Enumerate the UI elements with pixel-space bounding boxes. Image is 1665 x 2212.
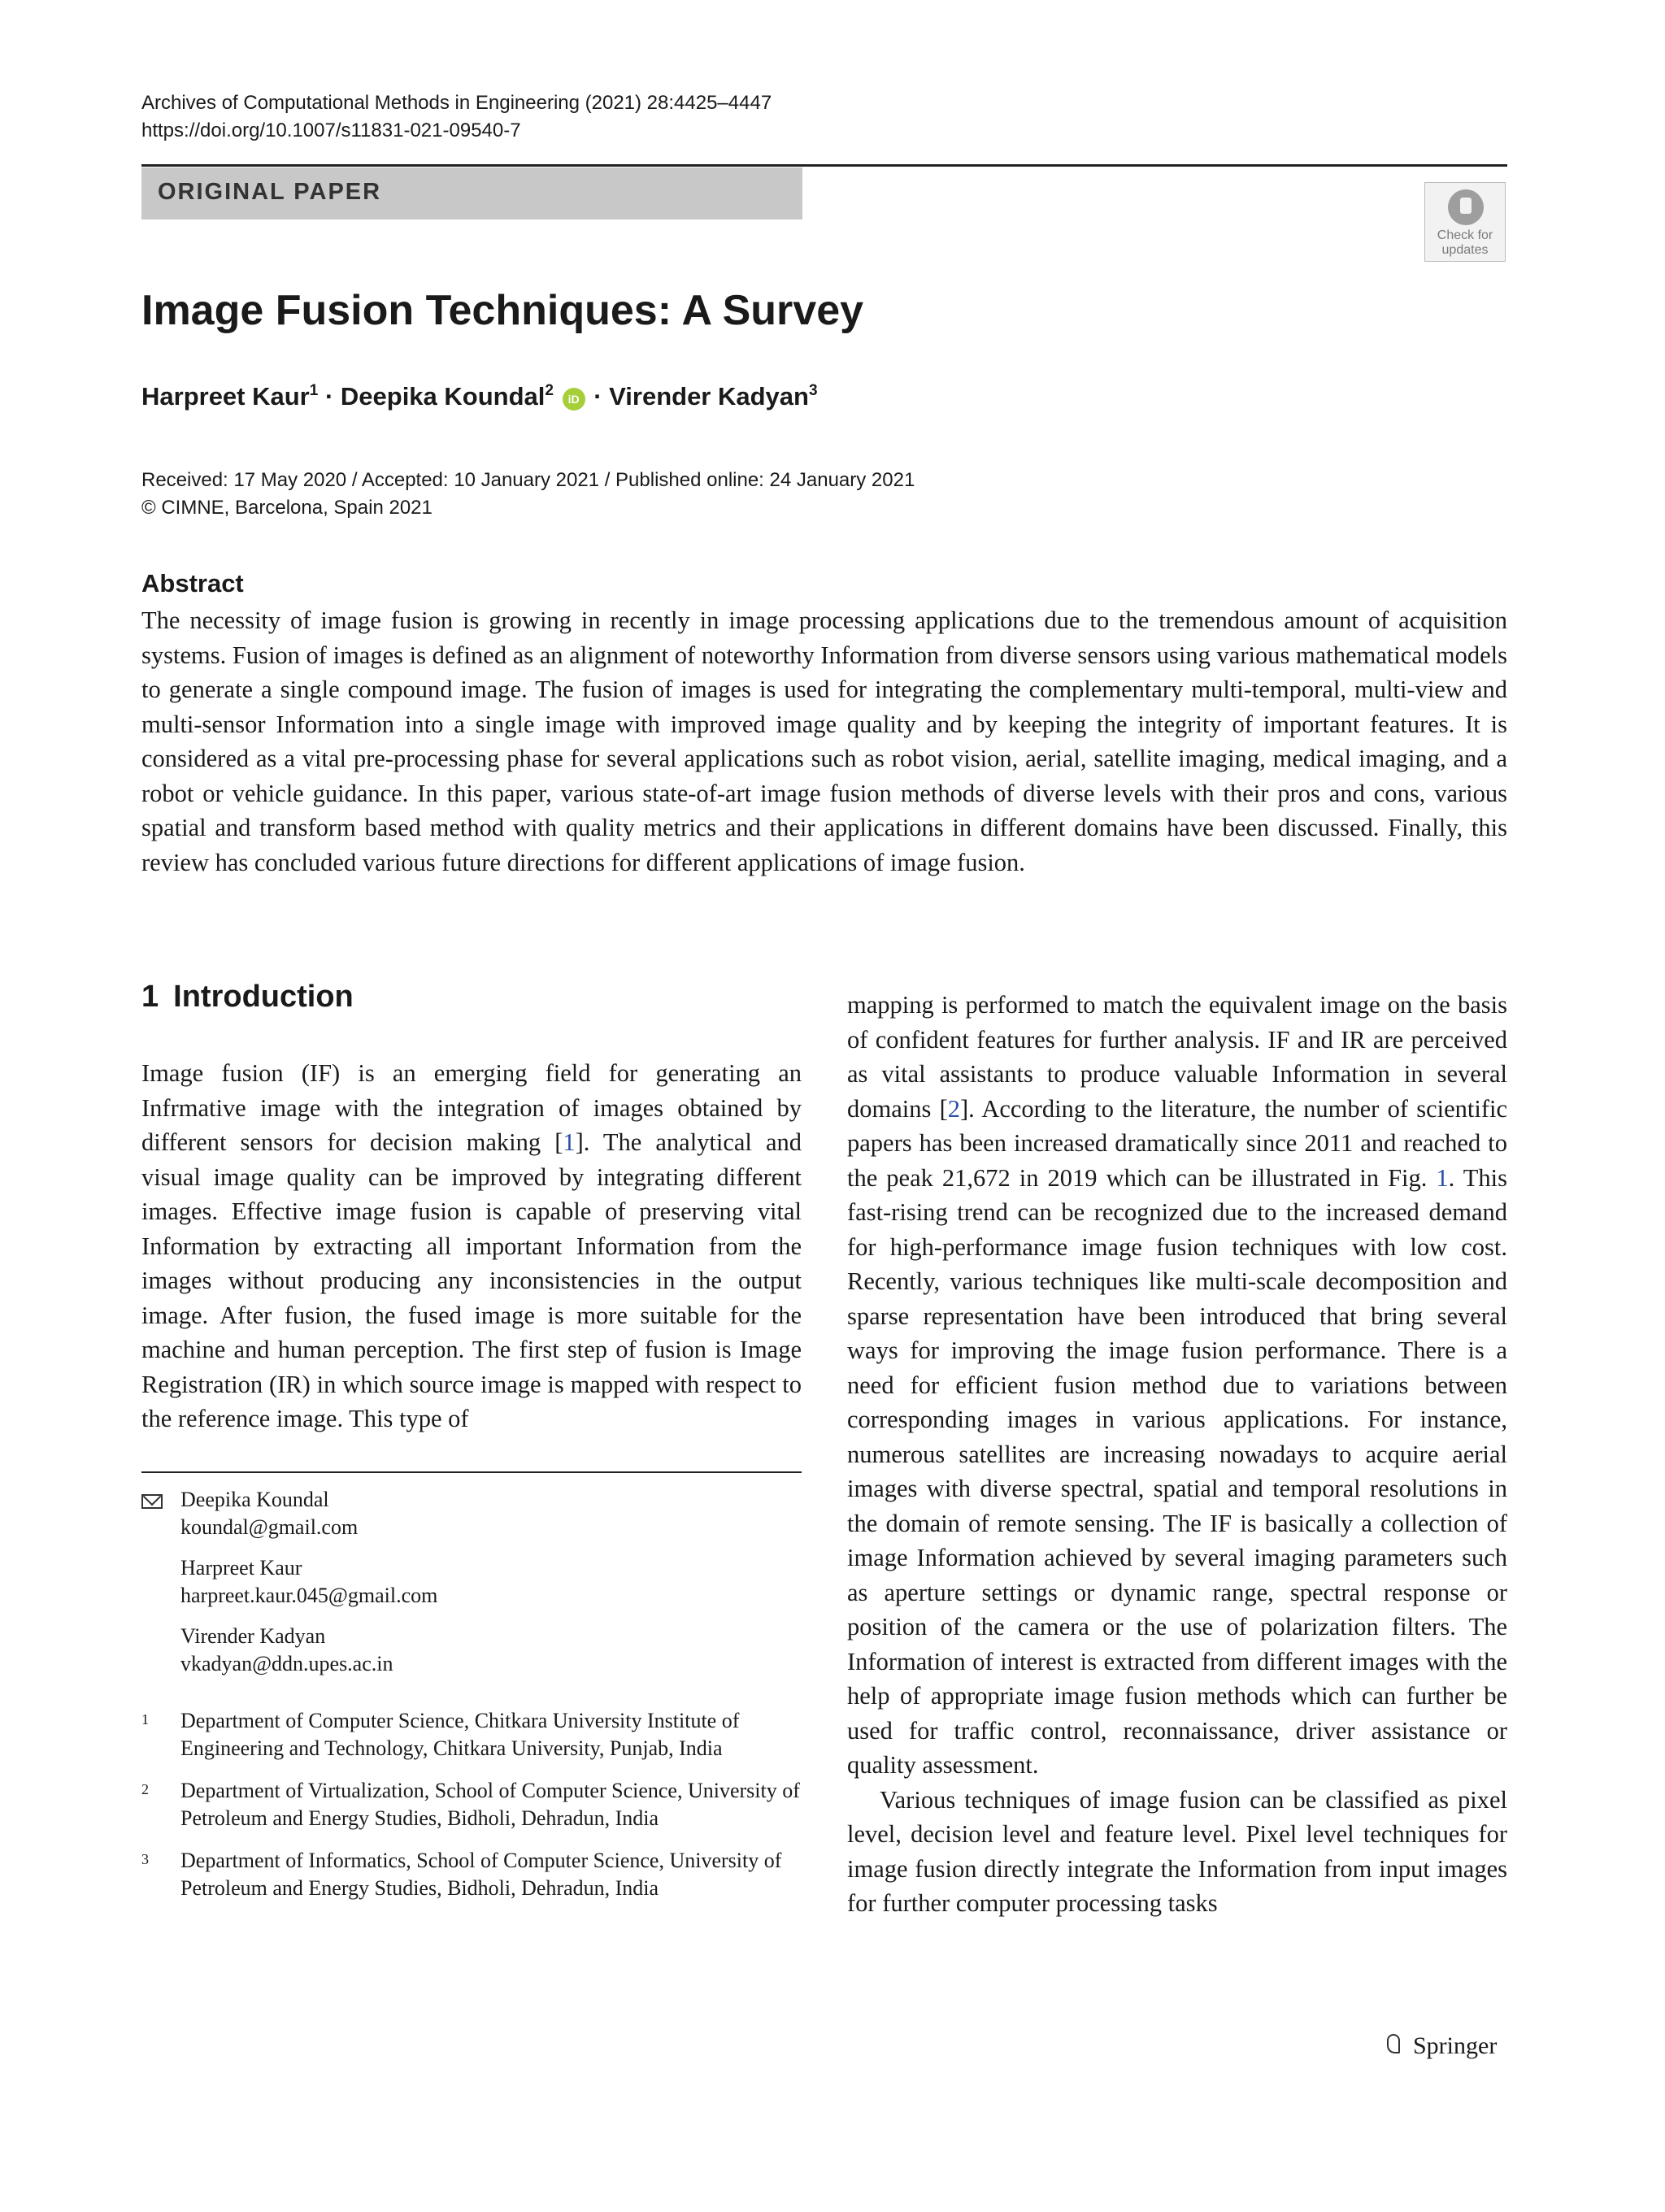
publisher-logo <box>1384 2032 1497 2060</box>
check-updates-text-2: updates <box>1441 243 1489 257</box>
journal-info <box>141 89 772 145</box>
author-affil: 2 <box>545 382 554 399</box>
affiliation-text: Department of Computer Science, Chitkara University Institute of Engineering and Technology, Chitkara University, Punjab, India <box>180 1709 740 1760</box>
author-affil: 1 <box>309 382 319 399</box>
section-heading <box>141 980 354 1015</box>
intro-right-column <box>847 988 1507 1921</box>
author-name: Harpreet Kaur <box>141 382 310 411</box>
author-name: Virender Kadyan <box>609 382 809 411</box>
contact-name: Deepika Koundal <box>180 1488 329 1511</box>
affiliation-number: 2 <box>141 1781 149 1797</box>
body-text: . This fast-rising trend can be recognized due to the increased demand for high-performance image fusion techniques with low cost. Recently, various techniques like multi-scale decomposition and sparse representation have been introduced that bring several ways for improving the image fusion performance. There is a need for efficient fusion method due to variations between corresponding images in various applications. For instance, numerous satellites are increasing nowadays to acquire aerial images with diverse spectral, spatial and temporal resolutions in the domain of remote sensing. The IF is basically a collection of image Information achieved by several imaging parameters such as aperture settings or dynamic range, spectral response or position of the camera or the use of polarization filters. The Information of interest is extracted from different images with the help of appropriate image fusion methods which can further be used for traffic control, reconnaissance, driver assistance or quality assessment. <box>847 1163 1507 1779</box>
body-text: ]. The analytical and visual image quality can be improved by integrating different images. Effective image fusion is capable of preserving vital Information by extracting all important Information from the images without producing any inconsistencies in the output image. After fusion, the fused image is more suitable for the machine and human perception. The first step of fusion is Image Registration (IR) in which source image is mapped with respect to the reference image. This type of <box>141 1128 802 1432</box>
affiliation-text: Department of Virtualization, School of Computer Science, University of Petroleum and Energy Studies, Bidholi, Dehradun, India <box>180 1779 800 1830</box>
citation-link[interactable]: 1 <box>563 1128 576 1156</box>
orcid-icon[interactable]: iD <box>563 388 585 411</box>
author-separator: · <box>318 382 341 411</box>
citation-link[interactable]: 2 <box>947 1094 960 1123</box>
springer-horse-icon <box>1384 2032 1405 2057</box>
affiliation-number: 3 <box>141 1851 149 1867</box>
affiliation <box>141 1707 802 1762</box>
contact-email[interactable]: koundal@gmail.com <box>180 1515 359 1539</box>
contact-email[interactable]: vkadyan@ddn.upes.ac.in <box>180 1652 393 1675</box>
contact-entry <box>180 1554 437 1610</box>
abstract-heading: Abstract <box>141 569 244 598</box>
header-rule <box>141 164 1507 167</box>
author-list <box>141 382 818 411</box>
contact-email[interactable]: harpreet.kaur.045@gmail.com <box>180 1584 438 1607</box>
envelope-icon <box>141 1494 163 1509</box>
author-separator: · <box>586 382 610 411</box>
intro-left-column <box>141 1056 802 1436</box>
paper-title: Image Fusion Techniques: A Survey <box>141 287 864 334</box>
footnote-rule <box>141 1471 802 1473</box>
paragraph: Various techniques of image fusion can be classified as pixel level, decision level and feature level. Pixel level techniques for image fusion directly integrate the Information from input images for further computer processing tasks <box>847 1785 1507 1917</box>
journal-citation: Archives of Computational Methods in Engineering (2021) 28:4425–4447 <box>141 92 772 114</box>
author-name: Deepika Koundal <box>340 382 546 411</box>
body-text: Image fusion (IF) is an emerging field for generating an Infrmative image with the integration of images obtained by different sensors for decision making [ <box>141 1059 802 1156</box>
contact-list <box>180 1486 437 1691</box>
figure-link[interactable]: 1 <box>1436 1163 1449 1192</box>
article-type-ribbon <box>141 167 802 219</box>
section-number: 1 <box>141 980 159 1014</box>
body-text: ]. According to the literature, the number of scientific papers has been increased dramatically since 2011 and reached to the peak 21,672 in 2019 which can be illustrated in Fig. <box>847 1094 1507 1192</box>
section-title: Introduction <box>173 980 354 1014</box>
article-type-label: ORIGINAL PAPER <box>158 179 382 205</box>
contact-name: Virender Kadyan <box>180 1624 326 1648</box>
body-text: mapping is performed to match the equivalent image on the basis of confident features for further analysis. IF and IR are perceived as vital assistants to produce valuable Information in several domains [ <box>847 991 1507 1123</box>
publisher-name: Springer <box>1413 2032 1498 2059</box>
check-updates-text-1: Check for <box>1437 228 1493 242</box>
affiliation <box>141 1777 802 1832</box>
dates-line: Received: 17 May 2020 / Accepted: 10 January 2021 / Published online: 24 January 2021 <box>141 469 915 491</box>
paragraph <box>847 988 1507 1783</box>
copyright-line: © CIMNE, Barcelona, Spain 2021 <box>141 497 433 519</box>
publication-dates <box>141 467 915 522</box>
affiliation-list <box>141 1707 802 1917</box>
contact-entry <box>180 1623 437 1678</box>
bookmark-icon <box>1448 189 1484 225</box>
affiliation-number: 1 <box>141 1711 149 1727</box>
check-for-updates-badge[interactable] <box>1424 182 1506 262</box>
doi-link[interactable]: https://doi.org/10.1007/s11831-021-09540-7 <box>141 120 521 141</box>
affiliation <box>141 1847 802 1902</box>
contact-name: Harpreet Kaur <box>180 1556 302 1580</box>
author-affil: 3 <box>808 382 818 399</box>
abstract-text: The necessity of image fusion is growing in recently in image processing applications due to the tremendous amount of acquisition systems. Fusion of images is defined as an alignment of noteworthy Information from diverse sensors using various mathematical models to generate a single compound image. The fusion of images is used for integrating the complementary multi-temporal, multi-view and multi-sensor Information into a single image with improved image quality and by keeping the integrity of important features. It is considered as a vital pre-processing phase for several applications such as robot vision, aerial, satellite imaging, medical imaging, and a robot or vehicle guidance. In this paper, various state-of-art image fusion methods of diverse levels with their pros and cons, various spatial and transform based method with quality metrics and their applications in different domains have been discussed. Finally, this review has concluded various future directions for different applications of image fusion. <box>141 606 1507 876</box>
contact-entry <box>180 1486 437 1541</box>
affiliation-text: Department of Informatics, School of Computer Science, University of Petroleum and Energy Studies, Bidholi, Dehradun, India <box>180 1849 782 1900</box>
